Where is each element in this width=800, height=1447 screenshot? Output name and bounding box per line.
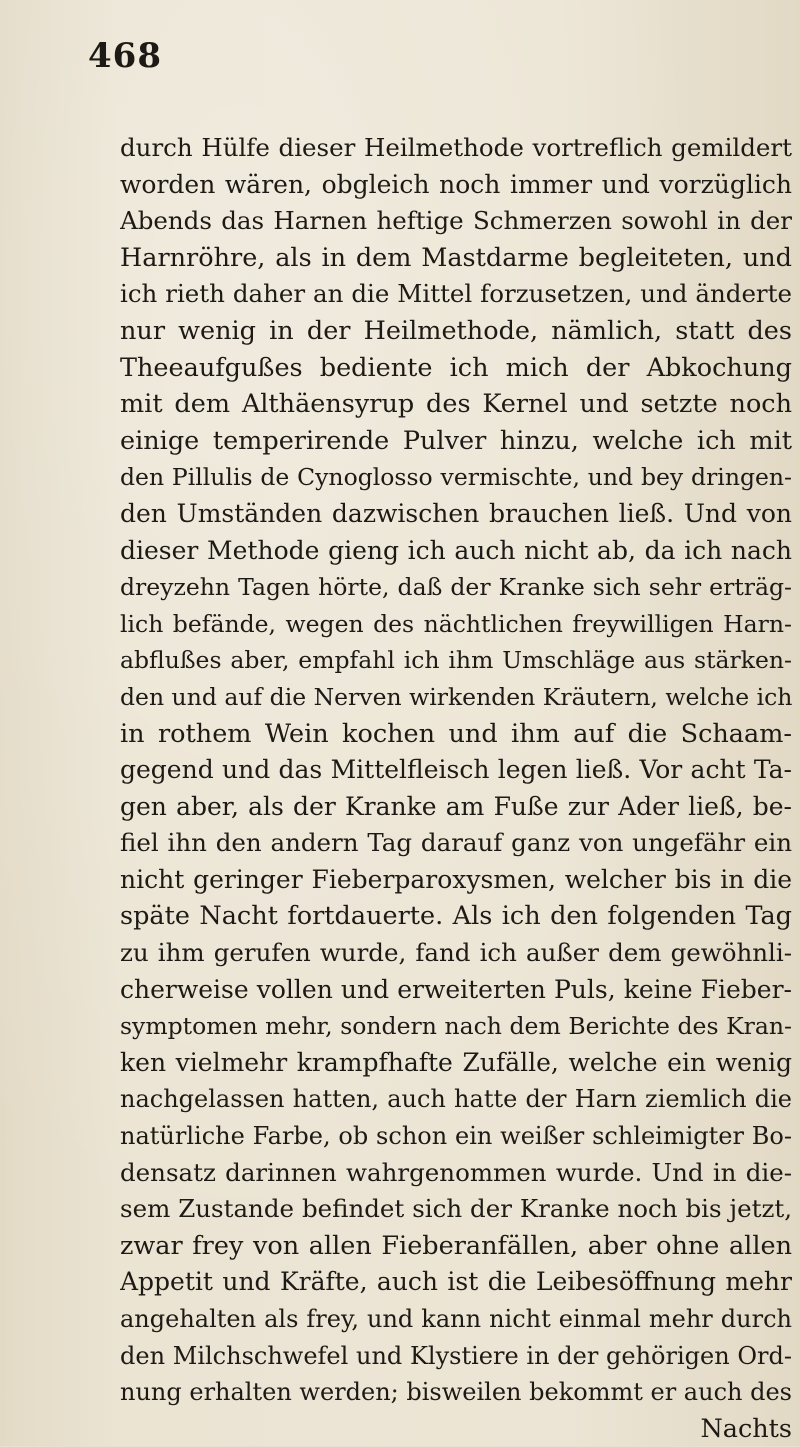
text-line: dieser Methode gieng ich auch nicht ab, da ich nach xyxy=(120,535,792,565)
text-line: densatz darinnen wahrgenommen wurde. Und in die- xyxy=(120,1157,792,1187)
text-line: worden wären, obgleich noch immer und vorzüglich xyxy=(120,169,792,199)
text-line: Abends das Harnen heftige Schmerzen sowohl in der xyxy=(120,206,792,236)
text-line: durch Hülfe dieser Heilmethode vortreflich gemildert xyxy=(120,133,792,162)
text-line: natürliche Farbe, ob schon ein weißer schleimigter Bo- xyxy=(120,1122,792,1151)
text-line: gen aber, als der Kranke am Fuße zur Ader ließ, be- xyxy=(120,791,792,821)
text-line: den und auf die Nerven wirkenden Kräutern, welche ich xyxy=(120,682,792,711)
text-line: einige temperirende Pulver hinzu, welche ich mit xyxy=(120,425,792,456)
body-text xyxy=(120,130,792,1447)
text-line: späte Nacht fortdauerte. Als ich den folgenden Tag xyxy=(120,901,792,932)
text-line: Appetit und Kräfte, auch ist die Leibesöffnung mehr xyxy=(120,1267,792,1297)
text-line: symptomen mehr, sondern nach dem Berichte des Kran- xyxy=(120,1012,792,1041)
text-line: nachgelassen hatten, auch hatte der Harn ziemlich die xyxy=(120,1085,792,1114)
text-line: mit dem Althäensyrup des Kernel und setzte noch xyxy=(120,389,792,420)
text-line: den Umständen dazwischen brauchen ließ. Und von xyxy=(120,498,792,528)
text-line: ken vielmehr krampfhafte Zufälle, welche ein wenig xyxy=(120,1047,792,1077)
text-line: nung erhalten werden; bisweilen bekommt er auch des xyxy=(120,1378,792,1407)
text-line: den Pillulis de Cynoglosso vermischte, und bey dringen- xyxy=(120,463,792,492)
text-line: Theeaufgußes bediente ich mich der Abkochung xyxy=(120,352,792,383)
text-line: cherweise vollen und erweiterten Puls, keine Fieber- xyxy=(120,974,792,1004)
text-line: ich rieth daher an die Mittel forzusetzen, und änderte xyxy=(120,279,792,309)
text-line: gegend und das Mittelfleisch legen ließ. Vor acht Ta- xyxy=(120,755,792,785)
text-line: in rothem Wein kochen und ihm auf die Schaam- xyxy=(120,718,792,749)
text-line: zu ihm gerufen wurde, fand ich außer dem gewöhnli- xyxy=(120,938,792,968)
text-line: dreyzehn Tagen hörte, daß der Kranke sich sehr erträg- xyxy=(120,573,792,602)
text-line: lich befände, wegen des nächtlichen freywilligen Harn- xyxy=(120,609,792,638)
text-line: den Milchschwefel und Klystiere in der gehörigen Ord- xyxy=(120,1341,792,1370)
text-line: nicht geringer Fieberparoxysmen, welcher bis in die xyxy=(120,864,792,894)
page-number: 468 xyxy=(88,36,162,76)
text-line: zwar frey von allen Fieberanfällen, aber ohne allen xyxy=(120,1230,792,1261)
text-line: abflußes aber, empfahl ich ihm Umschläge aus stärken- xyxy=(120,646,792,675)
text-line: sem Zustande befindet sich der Kranke noch bis jetzt, xyxy=(120,1194,792,1224)
text-line: angehalten als frey, und kann nicht einmal mehr durch xyxy=(120,1305,792,1333)
catchword: Nachts xyxy=(700,1413,792,1444)
text-line: nur wenig in der Heilmethode, nämlich, statt des xyxy=(120,315,792,346)
text-line: fiel ihn den andern Tag darauf ganz von ungefähr ein xyxy=(120,828,792,858)
text-line: Harnröhre, als in dem Mastdarme begleiteten, und xyxy=(120,242,792,273)
